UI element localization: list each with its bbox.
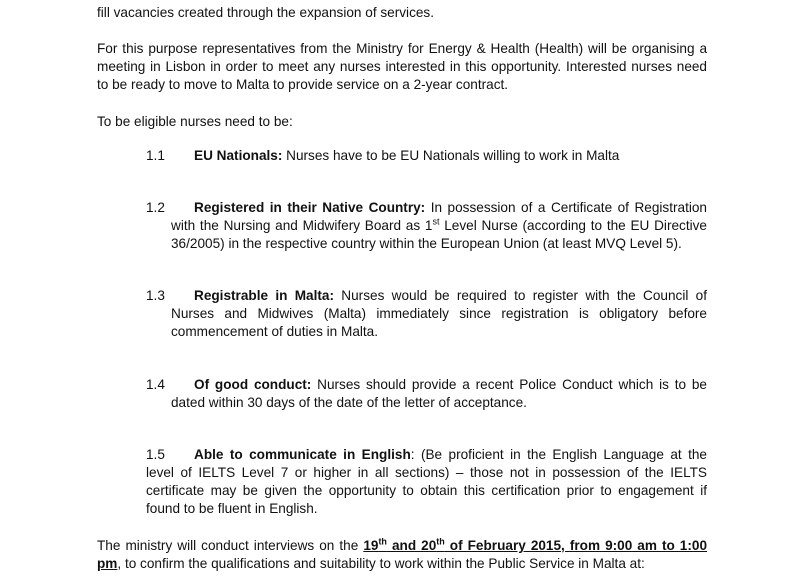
- criterion-text: Able to communicate in English: (Be proficient in the English Language at the level of IELTS Level 7 or higher in all sections) – those not in possession of the IELTS certificate may be given the opportunity to obtain this certification prior to engagement if found to be fluent in English.: [146, 447, 707, 516]
- criterion-text: Of good conduct: Nurses should provide a recent Police Conduct which is to be dated within 30 days of the date of the letter of acceptance.: [171, 377, 707, 410]
- intro-tail: fill vacancies created through the expansion of services.: [97, 5, 435, 20]
- criterion-number: 1.3: [146, 288, 165, 303]
- criterion-number: 1.5: [146, 447, 165, 462]
- criterion-1-3: [146, 287, 707, 341]
- criterion-title: Of good conduct:: [194, 377, 312, 392]
- interviews-paragraph: The ministry will conduct interviews on the 19th and 20th of February 2015, from 9:00 am to 1:00 pm, to confirm the qualifications and suitability to work within the Public Service in Malta at:: [97, 536, 708, 571]
- criterion-text: Registrable in Malta: Nurses would be required to register with the Council of Nurses and Midwives (Malta) immediately since registration is obligatory before commencement of duties in Malta.: [171, 288, 707, 339]
- criterion-1-2: [146, 199, 707, 253]
- eligibility-intro: To be eligible nurses need to be:: [97, 114, 293, 129]
- criterion-title: Registered in their Native Country:: [194, 200, 426, 215]
- criterion-number: 1.4: [146, 377, 165, 392]
- criterion-text: EU Nationals: Nurses have to be EU Nationals willing to work in Malta: [194, 148, 620, 163]
- interview-dates: 19th and 20th of February 2015, from 9:00 am to 1:00 pm: [97, 536, 708, 571]
- criterion-1-5: [146, 446, 707, 518]
- criterion-number: 1.2: [146, 200, 165, 215]
- criterion-title: EU Nationals:: [194, 148, 283, 163]
- criterion-number: 1.1: [146, 148, 165, 163]
- criterion-title: Able to communicate in English: [194, 447, 411, 462]
- criterion-1-4: [146, 376, 707, 412]
- criterion-text: Registered in their Native Country: In possession of a Certificate of Registration with the Nursing and Midwifery Board as 1st Level Nurse (according to the EU Directive 36/2005) in the respective country within the European Union (at least MVQ Level 5).: [171, 200, 707, 251]
- criterion-title: Registrable in Malta:: [194, 288, 334, 303]
- criterion-1-1: [146, 147, 707, 165]
- purpose-paragraph: For this purpose representatives from the Ministry for Energy & Health (Health) will be organising a meeting in Lisbon in order to meet any nurses interested in this opportunity. Interested nurses need to be ready to move to Malta to provide service on a 2-year contract.: [97, 41, 707, 92]
